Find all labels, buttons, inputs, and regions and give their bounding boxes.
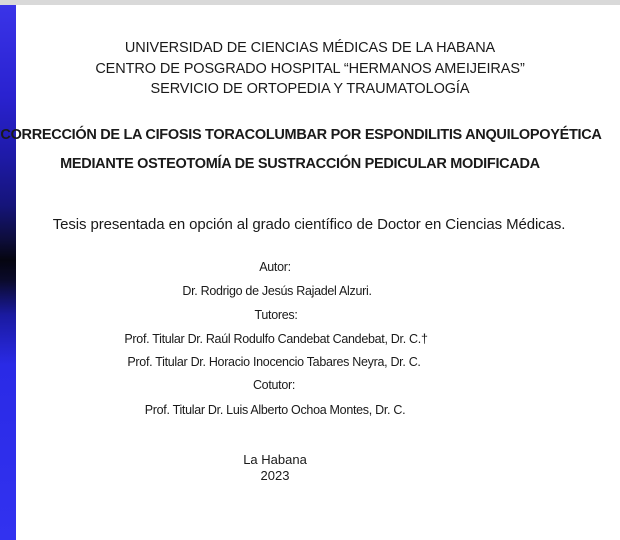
author-name: Dr. Rodrigo de Jesús Rajadel Alzuri. (182, 284, 372, 298)
tutors-label: Tutores: (254, 308, 298, 322)
author-label: Autor: (259, 260, 291, 274)
tutor-name-2: Prof. Titular Dr. Horacio Inocencio Tabares Neyra, Dr. C. (127, 355, 421, 369)
place: La Habana (243, 452, 307, 467)
service-name: SERVICIO DE ORTOPEDIA Y TRAUMATOLOGÍA (150, 81, 470, 97)
thesis-title-line-1: CORRECCIÓN DE LA CIFOSIS TORACOLUMBAR POR ESPONDILITIS ANQUILOPOYÉTICA (0, 127, 602, 143)
cotutor-label: Cotutor: (252, 378, 296, 392)
thesis-statement: Tesis presentada en opción al grado científico de Doctor en Ciencias Médicas. (52, 216, 566, 233)
top-edge-strip (0, 0, 620, 5)
university-name: UNIVERSIDAD DE CIENCIAS MÉDICAS DE LA HABANA (124, 40, 496, 56)
center-name: CENTRO DE POSGRADO HOSPITAL “HERMANOS AMEIJEIRAS” (95, 61, 525, 77)
thesis-title-line-2: MEDIANTE OSTEOTOMÍA DE SUSTRACCIÓN PEDICULAR MODIFICADA (60, 156, 540, 172)
cotutor-name: Prof. Titular Dr. Luis Alberto Ochoa Montes, Dr. C. (144, 403, 406, 417)
tutor-name-1: Prof. Titular Dr. Raúl Rodulfo Candebat Candebat, Dr. C.† (124, 332, 428, 346)
year: 2023 (260, 468, 290, 483)
